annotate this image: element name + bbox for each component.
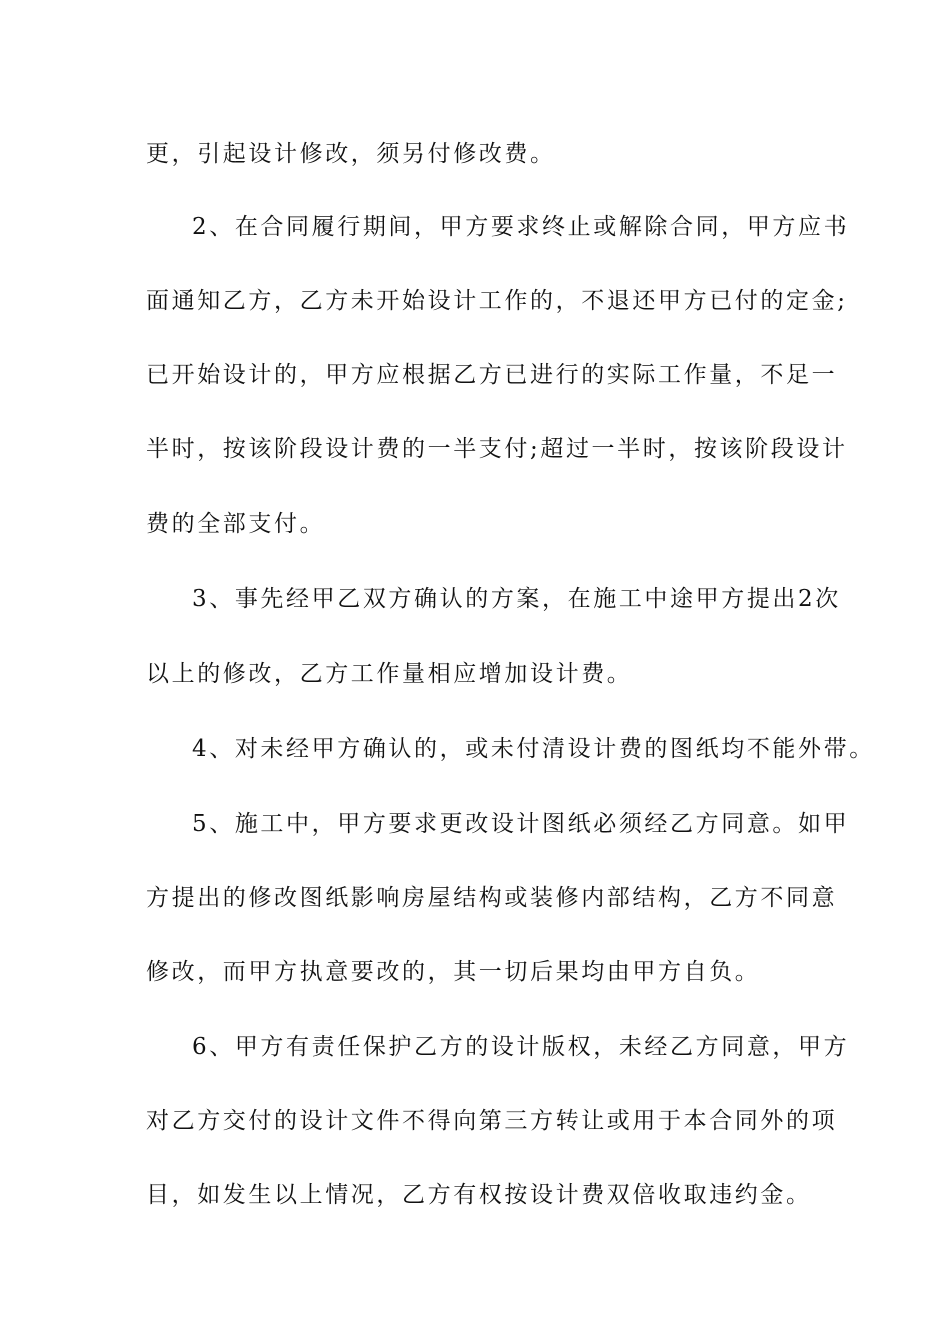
- text-line: 费的全部支付。: [146, 511, 326, 537]
- clause-3-line: 3、事先经甲乙双方确认的方案，在施工中途甲方提出2次: [192, 586, 841, 612]
- text-line: 对乙方交付的设计文件不得向第三方转让或用于本合同外的项: [146, 1108, 838, 1134]
- text-line: 目，如发生以上情况，乙方有权按设计费双倍收取违约金。: [146, 1182, 812, 1208]
- text-line: 方提出的修改图纸影响房屋结构或装修内部结构，乙方不同意: [146, 885, 838, 911]
- clause-6-line: 6、甲方有责任保护乙方的设计版权，未经乙方同意，甲方: [192, 1034, 850, 1060]
- clause-5-line: 5、施工中，甲方要求更改设计图纸必须经乙方同意。如甲: [192, 811, 850, 837]
- text-line: 更，引起设计修改，须另付修改费。: [146, 141, 556, 167]
- text-line: 面通知乙方，乙方未开始设计工作的，不退还甲方已付的定金;: [146, 288, 848, 314]
- clause-4-line: 4、对未经甲方确认的，或未付清设计费的图纸均不能外带。: [192, 736, 875, 762]
- text-line: 以上的修改，乙方工作量相应增加设计费。: [146, 661, 633, 687]
- text-line: 修改，而甲方执意要改的，其一切后果均由甲方自负。: [146, 959, 761, 985]
- clause-2-line: 2、在合同履行期间，甲方要求终止或解除合同，甲方应书: [192, 214, 850, 240]
- text-line: 已开始设计的，甲方应根据乙方已进行的实际工作量，不足一: [146, 362, 838, 388]
- text-line: 半时，按该阶段设计费的一半支付;超过一半时，按该阶段设计: [146, 436, 848, 462]
